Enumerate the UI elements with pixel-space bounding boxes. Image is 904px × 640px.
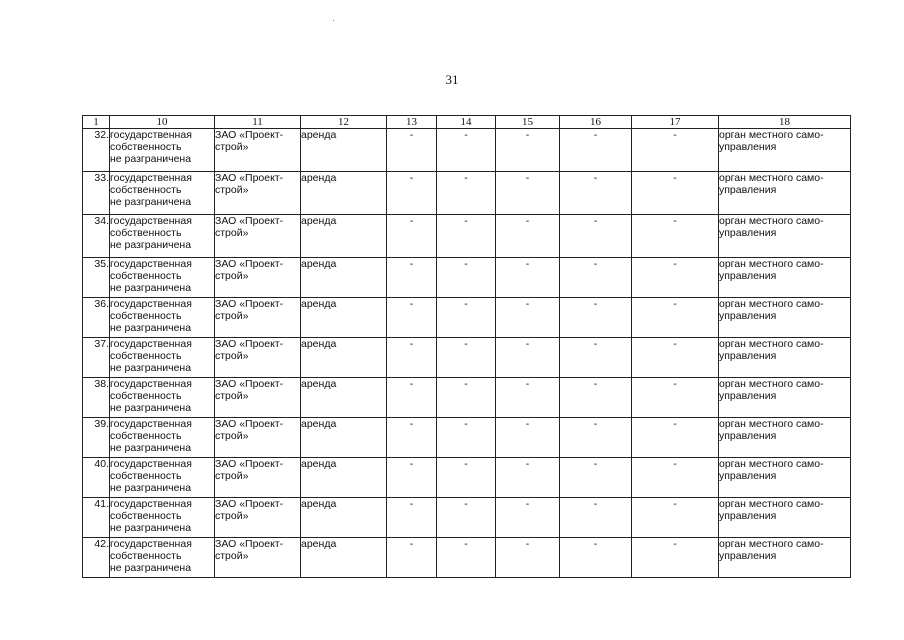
empty-value-cell-line: - <box>409 538 414 550</box>
empty-value-cell <box>437 298 496 338</box>
ownership-cell <box>110 538 215 578</box>
header-row <box>83 116 851 129</box>
ownership-cell-line: собственность <box>110 470 182 482</box>
tenant-cell-line: ЗАО «Проект- <box>215 418 284 430</box>
row-number-line: 42. <box>94 538 109 550</box>
empty-value-cell <box>632 418 719 458</box>
right-type-cell <box>301 172 387 215</box>
row-number-line: 39. <box>94 418 109 430</box>
ownership-cell-line: государственная <box>110 378 192 390</box>
empty-value-cell-line: - <box>673 458 677 470</box>
right-type-cell-line: аренда <box>301 172 337 184</box>
ownership-cell <box>110 338 215 378</box>
empty-value-cell <box>632 538 719 578</box>
tenant-cell <box>215 298 301 338</box>
empty-value-cell-line: - <box>593 418 598 430</box>
empty-value-cell <box>437 129 496 172</box>
tenant-cell <box>215 498 301 538</box>
ownership-cell-line: государственная <box>110 298 192 310</box>
empty-value-cell <box>496 338 560 378</box>
right-type-cell <box>301 298 387 338</box>
row-number-line: 35. <box>94 258 109 270</box>
table-row <box>83 418 851 458</box>
ownership-cell <box>110 418 215 458</box>
table-row <box>83 498 851 538</box>
empty-value-cell <box>437 258 496 298</box>
tenant-cell-line: ЗАО «Проект- <box>215 498 284 510</box>
tenant-cell <box>215 172 301 215</box>
empty-value-cell-line: - <box>673 418 677 430</box>
right-type-cell-line: аренда <box>301 258 337 270</box>
empty-value-cell <box>496 458 560 498</box>
empty-value-cell <box>560 172 632 215</box>
authority-cell <box>719 418 851 458</box>
row-number-line: 38. <box>94 378 109 390</box>
ownership-cell-line: собственность <box>110 310 182 322</box>
ownership-cell-line: государственная <box>110 215 192 227</box>
tenant-cell-line: ЗАО «Проект- <box>215 129 284 141</box>
tenant-cell-line: строй» <box>215 141 249 153</box>
empty-value-cell <box>560 298 632 338</box>
authority-cell-line: управления <box>719 227 777 239</box>
row-number-line: 36. <box>94 298 109 310</box>
ownership-cell <box>110 172 215 215</box>
tenant-cell <box>215 378 301 418</box>
empty-value-cell <box>560 538 632 578</box>
table-row <box>83 338 851 378</box>
empty-value-cell <box>437 215 496 258</box>
authority-cell-line: орган местного само- <box>719 129 824 141</box>
right-type-cell <box>301 258 387 298</box>
ownership-cell-line: не разграничена <box>110 522 192 534</box>
ownership-cell-line: государственная <box>110 258 192 270</box>
ownership-cell-line: государственная <box>110 172 192 184</box>
empty-value-cell-line: - <box>593 538 598 550</box>
column-header: 12 <box>301 116 387 129</box>
empty-value-cell-line: - <box>593 258 598 270</box>
empty-value-cell-line: - <box>464 538 468 550</box>
empty-value-cell-line: - <box>525 498 530 510</box>
ownership-cell-line: собственность <box>110 184 182 196</box>
ownership-cell-line: собственность <box>110 141 182 153</box>
tenant-cell-line: ЗАО «Проект- <box>215 458 284 470</box>
right-type-cell-line: аренда <box>301 215 337 227</box>
empty-value-cell-line: - <box>673 498 677 510</box>
tenant-cell <box>215 258 301 298</box>
authority-cell <box>719 258 851 298</box>
empty-value-cell <box>560 418 632 458</box>
ownership-cell <box>110 129 215 172</box>
empty-value-cell-line: - <box>464 215 468 227</box>
column-header: 13 <box>387 116 437 129</box>
empty-value-cell <box>437 378 496 418</box>
tenant-cell-line: ЗАО «Проект- <box>215 172 284 184</box>
tenant-cell-line: строй» <box>215 550 249 562</box>
ownership-cell-line: государственная <box>110 129 192 141</box>
row-number <box>83 172 110 215</box>
authority-cell-line: орган местного само- <box>719 538 824 550</box>
empty-value-cell <box>387 418 437 458</box>
column-header: 14 <box>437 116 496 129</box>
row-number <box>83 418 110 458</box>
right-type-cell <box>301 538 387 578</box>
empty-value-cell <box>387 172 437 215</box>
authority-cell <box>719 378 851 418</box>
row-number <box>83 378 110 418</box>
ownership-cell-line: не разграничена <box>110 562 192 574</box>
empty-value-cell-line: - <box>464 378 468 390</box>
row-number <box>83 338 110 378</box>
column-header: 1 <box>83 116 110 129</box>
right-type-cell-line: аренда <box>301 129 337 141</box>
empty-value-cell <box>632 338 719 378</box>
ownership-cell-line: не разграничена <box>110 442 192 454</box>
right-type-cell <box>301 458 387 498</box>
tenant-cell <box>215 418 301 458</box>
empty-value-cell <box>387 129 437 172</box>
empty-value-cell <box>560 215 632 258</box>
right-type-cell <box>301 129 387 172</box>
ownership-cell-line: собственность <box>110 510 182 522</box>
ownership-cell-line: собственность <box>110 390 182 402</box>
column-header: 10 <box>110 116 215 129</box>
authority-cell <box>719 129 851 172</box>
authority-cell <box>719 538 851 578</box>
right-type-cell-line: аренда <box>301 458 337 470</box>
ownership-cell-line: государственная <box>110 498 192 510</box>
empty-value-cell-line: - <box>409 172 414 184</box>
table-row <box>83 215 851 258</box>
empty-value-cell-line: - <box>464 498 468 510</box>
ownership-cell-line: собственность <box>110 550 182 562</box>
empty-value-cell <box>387 378 437 418</box>
ownership-cell-line: собственность <box>110 350 182 362</box>
ownership-cell-line: государственная <box>110 338 192 350</box>
empty-value-cell <box>437 338 496 378</box>
row-number-line: 33. <box>94 172 109 184</box>
empty-value-cell <box>387 498 437 538</box>
ownership-cell-line: не разграничена <box>110 196 192 208</box>
empty-value-cell <box>496 129 560 172</box>
empty-value-cell <box>387 458 437 498</box>
empty-value-cell-line: - <box>409 258 414 270</box>
tenant-cell-line: ЗАО «Проект- <box>215 298 284 310</box>
empty-value-cell-line: - <box>673 258 677 270</box>
ownership-cell-line: государственная <box>110 538 192 550</box>
tenant-cell <box>215 129 301 172</box>
right-type-cell-line: аренда <box>301 298 337 310</box>
ownership-cell <box>110 258 215 298</box>
empty-value-cell-line: - <box>464 338 468 350</box>
empty-value-cell-line: - <box>409 338 414 350</box>
ownership-cell-line: не разграничена <box>110 402 192 414</box>
authority-cell-line: управления <box>719 184 777 196</box>
authority-cell-line: орган местного само- <box>719 215 824 227</box>
row-number-line: 40. <box>94 458 109 470</box>
empty-value-cell <box>560 338 632 378</box>
empty-value-cell-line: - <box>525 215 530 227</box>
empty-value-cell-line: - <box>464 129 468 141</box>
empty-value-cell <box>632 498 719 538</box>
right-type-cell <box>301 215 387 258</box>
empty-value-cell <box>387 538 437 578</box>
empty-value-cell-line: - <box>593 298 598 310</box>
empty-value-cell <box>437 418 496 458</box>
empty-value-cell-line: - <box>525 172 530 184</box>
empty-value-cell-line: - <box>593 129 598 141</box>
ownership-cell-line: государственная <box>110 418 192 430</box>
ownership-cell <box>110 498 215 538</box>
empty-value-cell <box>632 378 719 418</box>
authority-cell-line: управления <box>719 141 777 153</box>
right-type-cell <box>301 418 387 458</box>
empty-value-cell <box>632 129 719 172</box>
table-row <box>83 458 851 498</box>
column-header: 17 <box>632 116 719 129</box>
scan-speck <box>333 20 334 21</box>
authority-cell-line: управления <box>719 550 777 562</box>
right-type-cell <box>301 338 387 378</box>
empty-value-cell-line: - <box>464 172 468 184</box>
authority-cell <box>719 172 851 215</box>
row-number <box>83 458 110 498</box>
ownership-cell-line: не разграничена <box>110 482 192 494</box>
column-header: 16 <box>560 116 632 129</box>
authority-cell-line: управления <box>719 430 777 442</box>
empty-value-cell-line: - <box>593 458 598 470</box>
right-type-cell-line: аренда <box>301 538 337 550</box>
empty-value-cell <box>632 172 719 215</box>
authority-cell-line: орган местного само- <box>719 458 824 470</box>
empty-value-cell-line: - <box>409 129 414 141</box>
empty-value-cell-line: - <box>673 538 677 550</box>
empty-value-cell <box>437 172 496 215</box>
empty-value-cell-line: - <box>673 129 677 141</box>
tenant-cell-line: ЗАО «Проект- <box>215 338 284 350</box>
empty-value-cell <box>496 215 560 258</box>
empty-value-cell-line: - <box>409 498 414 510</box>
tenant-cell <box>215 215 301 258</box>
authority-cell <box>719 338 851 378</box>
table-row <box>83 258 851 298</box>
page-number: 31 <box>445 72 459 87</box>
row-number-line: 37. <box>94 338 109 350</box>
right-type-cell-line: аренда <box>301 418 337 430</box>
empty-value-cell <box>496 378 560 418</box>
empty-value-cell-line: - <box>593 378 598 390</box>
empty-value-cell-line: - <box>673 215 677 227</box>
row-number <box>83 129 110 172</box>
right-type-cell <box>301 498 387 538</box>
row-number-line: 32. <box>94 129 109 141</box>
empty-value-cell-line: - <box>409 215 414 227</box>
empty-value-cell-line: - <box>525 258 530 270</box>
column-header: 15 <box>496 116 560 129</box>
empty-value-cell-line: - <box>593 215 598 227</box>
empty-value-cell <box>437 498 496 538</box>
authority-cell-line: управления <box>719 270 777 282</box>
table-row <box>83 538 851 578</box>
column-header: 18 <box>719 116 851 129</box>
authority-cell-line: управления <box>719 310 777 322</box>
empty-value-cell <box>496 418 560 458</box>
empty-value-cell-line: - <box>409 418 414 430</box>
ownership-cell-line: не разграничена <box>110 153 192 165</box>
empty-value-cell <box>387 338 437 378</box>
row-number <box>83 258 110 298</box>
authority-cell-line: управления <box>719 390 777 402</box>
empty-value-cell <box>496 538 560 578</box>
table-row <box>83 172 851 215</box>
row-number <box>83 298 110 338</box>
authority-cell <box>719 298 851 338</box>
ownership-cell-line: государственная <box>110 458 192 470</box>
ownership-cell <box>110 378 215 418</box>
tenant-cell-line: строй» <box>215 310 249 322</box>
ownership-cell <box>110 298 215 338</box>
tenant-cell-line: строй» <box>215 350 249 362</box>
tenant-cell-line: строй» <box>215 227 249 239</box>
empty-value-cell-line: - <box>409 458 414 470</box>
empty-value-cell-line: - <box>673 172 677 184</box>
empty-value-cell-line: - <box>673 338 677 350</box>
ownership-cell <box>110 215 215 258</box>
table-row <box>83 378 851 418</box>
authority-cell <box>719 215 851 258</box>
empty-value-cell-line: - <box>525 378 530 390</box>
ownership-cell-line: собственность <box>110 227 182 239</box>
empty-value-cell-line: - <box>673 378 677 390</box>
empty-value-cell-line: - <box>409 298 414 310</box>
authority-cell-line: орган местного само- <box>719 258 824 270</box>
authority-cell-line: управления <box>719 350 777 362</box>
column-header: 11 <box>215 116 301 129</box>
empty-value-cell-line: - <box>525 538 530 550</box>
empty-value-cell <box>496 498 560 538</box>
tenant-cell-line: строй» <box>215 430 249 442</box>
authority-cell-line: орган местного само- <box>719 378 824 390</box>
empty-value-cell-line: - <box>593 172 598 184</box>
authority-cell-line: орган местного само- <box>719 338 824 350</box>
tenant-cell <box>215 458 301 498</box>
empty-value-cell <box>496 258 560 298</box>
empty-value-cell-line: - <box>525 298 530 310</box>
registry-table <box>82 115 851 578</box>
empty-value-cell-line: - <box>593 338 598 350</box>
ownership-cell-line: не разграничена <box>110 239 192 251</box>
tenant-cell-line: ЗАО «Проект- <box>215 378 284 390</box>
empty-value-cell <box>560 378 632 418</box>
row-number <box>83 498 110 538</box>
empty-value-cell-line: - <box>464 258 468 270</box>
empty-value-cell <box>387 298 437 338</box>
authority-cell-line: орган местного само- <box>719 172 824 184</box>
row-number <box>83 215 110 258</box>
ownership-cell-line: собственность <box>110 430 182 442</box>
empty-value-cell <box>632 298 719 338</box>
empty-value-cell <box>560 458 632 498</box>
empty-value-cell-line: - <box>525 458 530 470</box>
empty-value-cell <box>560 498 632 538</box>
tenant-cell-line: строй» <box>215 270 249 282</box>
row-number-line: 34. <box>94 215 109 227</box>
empty-value-cell-line: - <box>464 418 468 430</box>
empty-value-cell <box>496 172 560 215</box>
tenant-cell-line: ЗАО «Проект- <box>215 215 284 227</box>
empty-value-cell <box>632 258 719 298</box>
ownership-cell <box>110 458 215 498</box>
table-body <box>83 129 851 578</box>
empty-value-cell <box>387 215 437 258</box>
empty-value-cell <box>560 129 632 172</box>
row-number-line: 41. <box>94 498 109 510</box>
empty-value-cell-line: - <box>525 129 530 141</box>
ownership-cell-line: не разграничена <box>110 322 192 334</box>
empty-value-cell <box>496 298 560 338</box>
empty-value-cell-line: - <box>464 298 468 310</box>
empty-value-cell <box>632 215 719 258</box>
right-type-cell-line: аренда <box>301 338 337 350</box>
tenant-cell-line: ЗАО «Проект- <box>215 258 284 270</box>
empty-value-cell <box>437 458 496 498</box>
ownership-cell-line: не разграничена <box>110 362 192 374</box>
authority-cell-line: управления <box>719 470 777 482</box>
tenant-cell <box>215 338 301 378</box>
authority-cell <box>719 458 851 498</box>
empty-value-cell-line: - <box>464 458 468 470</box>
right-type-cell-line: аренда <box>301 498 337 510</box>
empty-value-cell-line: - <box>525 418 530 430</box>
table-row <box>83 298 851 338</box>
tenant-cell <box>215 538 301 578</box>
right-type-cell-line: аренда <box>301 378 337 390</box>
empty-value-cell-line: - <box>593 498 598 510</box>
right-type-cell <box>301 378 387 418</box>
tenant-cell-line: строй» <box>215 184 249 196</box>
ownership-cell-line: собственность <box>110 270 182 282</box>
authority-cell <box>719 498 851 538</box>
row-number <box>83 538 110 578</box>
table-row <box>83 129 851 172</box>
authority-cell-line: орган местного само- <box>719 298 824 310</box>
empty-value-cell <box>560 258 632 298</box>
empty-value-cell-line: - <box>673 298 677 310</box>
tenant-cell-line: строй» <box>215 510 249 522</box>
empty-value-cell-line: - <box>525 338 530 350</box>
empty-value-cell <box>387 258 437 298</box>
empty-value-cell <box>437 538 496 578</box>
authority-cell-line: управления <box>719 510 777 522</box>
tenant-cell-line: строй» <box>215 470 249 482</box>
tenant-cell-line: ЗАО «Проект- <box>215 538 284 550</box>
tenant-cell-line: строй» <box>215 390 249 402</box>
empty-value-cell-line: - <box>409 378 414 390</box>
authority-cell-line: орган местного само- <box>719 498 824 510</box>
empty-value-cell <box>632 458 719 498</box>
authority-cell-line: орган местного само- <box>719 418 824 430</box>
ownership-cell-line: не разграничена <box>110 282 192 294</box>
